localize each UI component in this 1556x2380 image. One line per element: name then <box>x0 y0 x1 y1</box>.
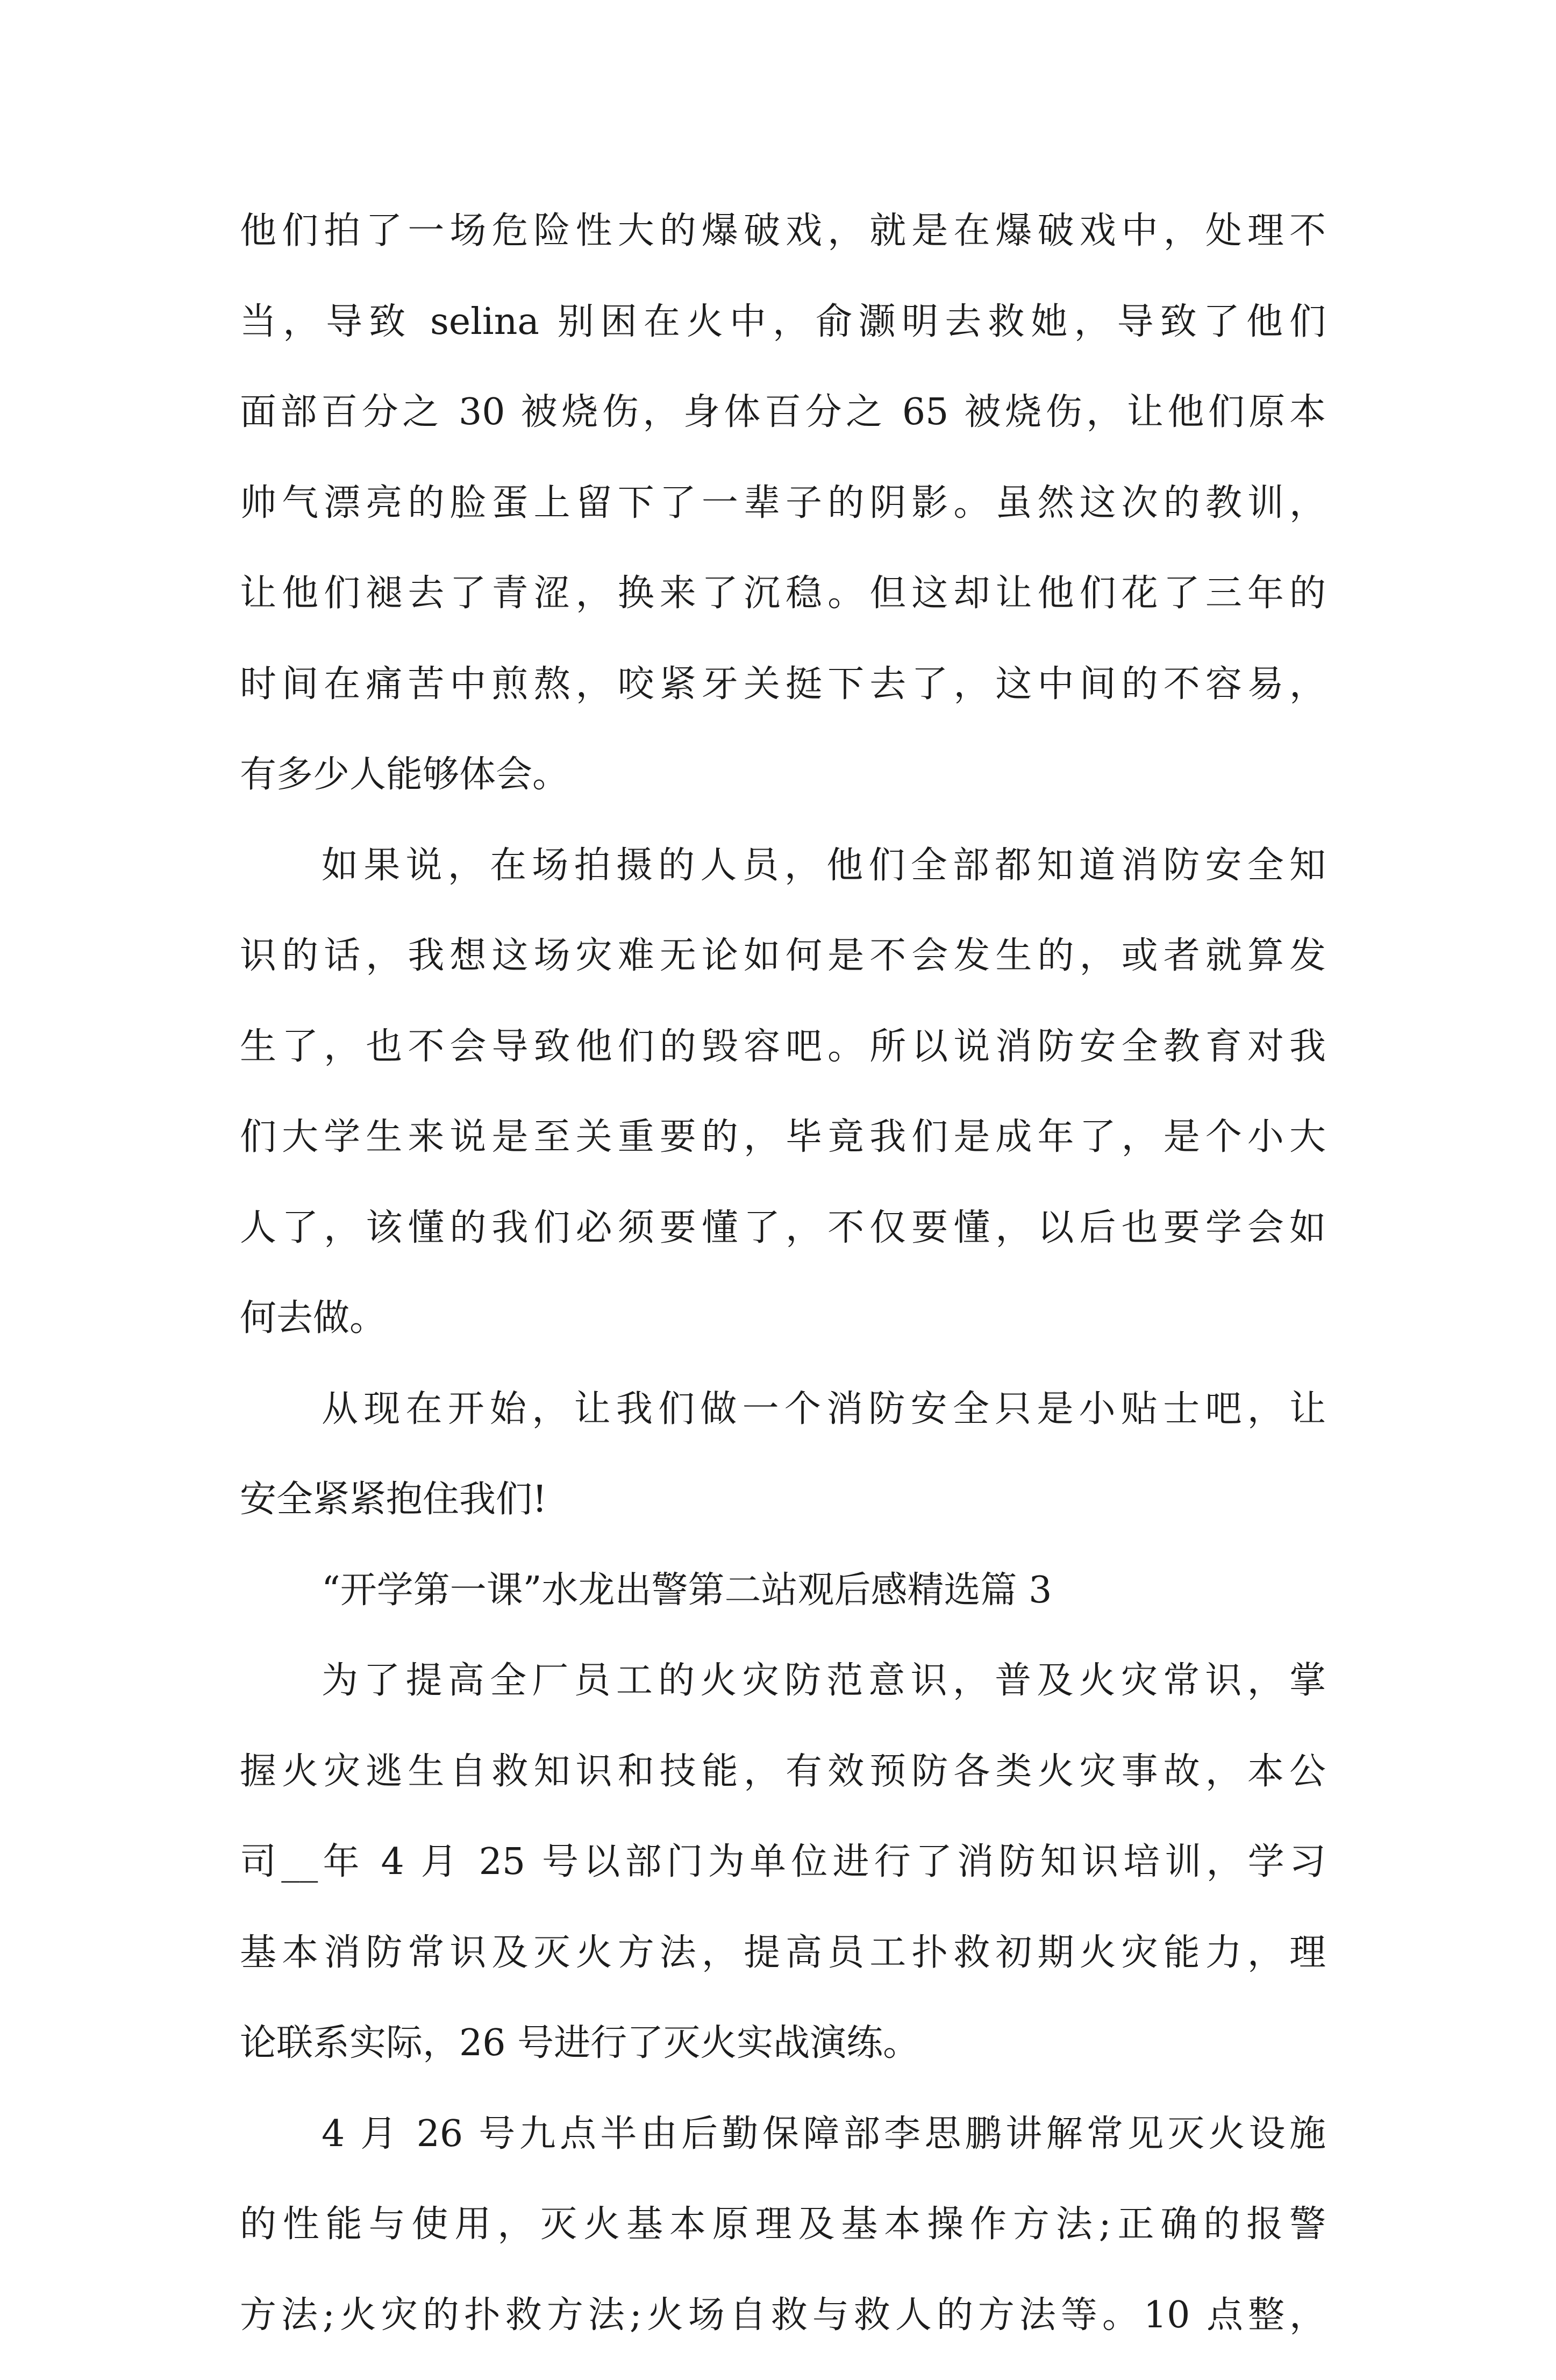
paragraph-line: 识的话，我想这场灾难无论如何是不会发生的，或者就算发 <box>240 930 1326 1021</box>
paragraph-line: 的性能与使用，灭火基本原理及基本操作方法;正确的报警 <box>240 2199 1326 2290</box>
paragraph-line: 让他们褪去了青涩，换来了沉稳。但这却让他们花了三年的 <box>240 568 1326 659</box>
paragraph-line: 他们拍了一场危险性大的爆破戏，就是在爆破戏中，处理不 <box>240 205 1326 296</box>
document-body <box>240 205 1326 2380</box>
paragraph-line: 当，导致 selina 别困在火中，俞灏明去救她，导致了他们 <box>240 296 1326 387</box>
paragraph-line: 帅气漂亮的脸蛋上留下了一辈子的阴影。虽然这次的教训， <box>240 478 1326 568</box>
paragraph-line: 时间在痛苦中煎熬，咬紧牙关挺下去了，这中间的不容易， <box>240 659 1326 750</box>
paragraph-line: 何去做。 <box>240 1293 1326 1384</box>
paragraph-line: 为了提高全厂员工的火灾防范意识，普及火灾常识，掌 <box>240 1655 1326 1746</box>
paragraph-line: 如果说，在场拍摄的人员，他们全部都知道消防安全知 <box>240 840 1326 931</box>
paragraph-line: 基本消防常识及灭火方法，提高员工扑救初期火灾能力，理 <box>240 1927 1326 2018</box>
paragraph-line: 方法;火灾的扑救方法;火场自救与救人的方法等。10 点整， <box>240 2290 1326 2380</box>
paragraph-line: 有多少人能够体会。 <box>240 749 1326 840</box>
paragraph-line: 面部百分之 30 被烧伤，身体百分之 65 被烧伤，让他们原本 <box>240 387 1326 478</box>
paragraph-line: 们大学生来说是至关重要的，毕竟我们是成年了，是个小大 <box>240 1111 1326 1202</box>
paragraph-line: 从现在开始，让我们做一个消防安全只是小贴士吧，让 <box>240 1384 1326 1474</box>
paragraph-line: 4 月 26 号九点半由后勤保障部李思鹏讲解常见灭火设施 <box>240 2108 1326 2199</box>
paragraph-line: 安全紧紧抱住我们! <box>240 1474 1326 1565</box>
paragraph-line: 司__年 4 月 25 号以部门为单位进行了消防知识培训，学习 <box>240 1836 1326 1927</box>
paragraph-line: 握火灾逃生自救知识和技能，有效预防各类火灾事故，本公 <box>240 1746 1326 1837</box>
paragraph-line: 生了，也不会导致他们的毁容吧。所以说消防安全教育对我 <box>240 1021 1326 1112</box>
paragraph-line: 人了，该懂的我们必须要懂了，不仅要懂，以后也要学会如 <box>240 1202 1326 1293</box>
section-heading: “开学第一课”水龙出警第二站观后感精选篇 3 <box>240 1565 1326 1656</box>
paragraph-line: 论联系实际，26 号进行了灭火实战演练。 <box>240 2018 1326 2108</box>
